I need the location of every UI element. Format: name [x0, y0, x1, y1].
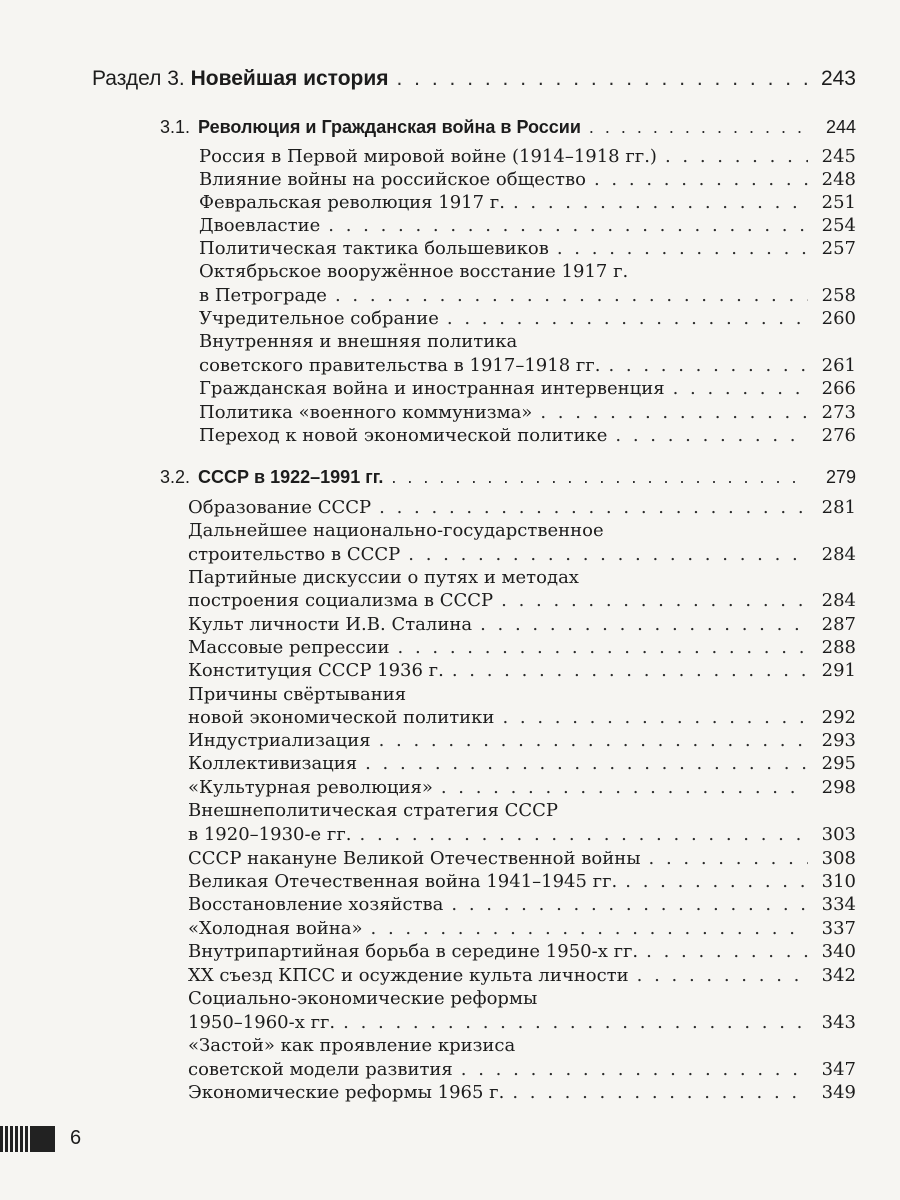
toc-entry — [199, 402, 856, 424]
entry-title: Политика «военного коммунизма» — [199, 402, 533, 423]
leader-dots — [398, 637, 809, 659]
leader-dots — [328, 215, 808, 237]
entry-page: 281 — [821, 497, 856, 518]
entry-title: Экономические реформы 1965 г. — [188, 1082, 505, 1103]
toc-entry — [188, 965, 856, 987]
leader-dots — [513, 192, 808, 214]
entry-title-line: Причины свёртывания — [188, 684, 407, 705]
leader-dots — [360, 824, 808, 846]
toc-entry — [188, 497, 856, 519]
entry-title-line: Дальнейшее национально-государственное — [188, 520, 604, 541]
entry-title: Учредительное собрание — [199, 308, 439, 329]
toc-entry — [199, 378, 856, 400]
entry-page: 349 — [821, 1082, 856, 1103]
entry-title-line: «Застой» как проявление кризиса — [188, 1035, 516, 1056]
leader-dots — [447, 308, 808, 330]
leader-dots — [557, 238, 808, 260]
entry-page: 284 — [821, 590, 856, 611]
toc-entry — [199, 192, 856, 214]
leader-dots — [637, 965, 808, 987]
entry-page: 343 — [821, 1012, 856, 1033]
leader-dots — [408, 544, 808, 566]
leader-dots — [452, 660, 808, 682]
entry-page: 303 — [821, 824, 856, 845]
toc-entry — [188, 824, 856, 846]
toc-entry — [188, 777, 856, 799]
section-title: Новейшая история — [190, 67, 389, 90]
entry-page: 284 — [821, 544, 856, 565]
leader-dots — [391, 466, 808, 488]
entry-title: Коллективизация — [188, 753, 358, 774]
toc-entry — [188, 1012, 856, 1034]
entry-page: 342 — [821, 965, 856, 986]
toc-entry — [188, 753, 856, 775]
entry-page: 291 — [821, 660, 856, 681]
leader-dots — [441, 777, 808, 799]
chapter-title: Революция и Гражданская война в России — [198, 117, 581, 137]
toc-entry — [199, 146, 856, 168]
chapter-number: 3.2. — [160, 467, 191, 487]
leader-dots — [673, 378, 808, 400]
entry-title: Массовые репрессии — [188, 637, 390, 658]
toc-entry — [199, 308, 856, 330]
section-page: 243 — [820, 67, 856, 90]
chapter-title: СССР в 1922–1991 гг. — [198, 467, 384, 487]
toc-entry — [199, 169, 856, 191]
entry-title: XX съезд КПСС и осуждение культа личности — [188, 965, 629, 986]
entry-title-line: Партийные дискуссии о путях и методах — [188, 567, 579, 588]
entry-page: 273 — [821, 402, 856, 423]
entry-page: 298 — [821, 777, 856, 798]
chapter-heading — [160, 116, 856, 138]
toc-entry — [188, 871, 856, 893]
entry-title: Политическая тактика большевиков — [199, 238, 549, 259]
leader-dots — [335, 285, 808, 307]
entry-page: 266 — [821, 378, 856, 399]
entry-page: 276 — [821, 425, 856, 446]
entry-page: 251 — [821, 192, 856, 213]
entry-title: «Культурная революция» — [188, 777, 433, 798]
leader-dots — [594, 169, 808, 191]
entry-page: 260 — [821, 308, 856, 329]
entry-title: «Холодная война» — [188, 918, 363, 939]
entry-title: советского правительства в 1917–1918 гг. — [199, 355, 601, 376]
toc-entry — [199, 238, 856, 260]
entry-title: построения социализма в СССР — [188, 590, 494, 611]
toc-entry — [199, 215, 856, 237]
toc-entry — [188, 707, 856, 729]
toc-entry — [188, 614, 856, 636]
footer-stripe-decoration — [0, 1126, 55, 1152]
leader-dots — [379, 730, 808, 752]
entry-page: 310 — [821, 871, 856, 892]
entry-title: Гражданская война и иностранная интервенция — [199, 378, 665, 399]
entry-title-line: Внутренняя и внешняя политика — [199, 331, 518, 352]
entry-page: 347 — [821, 1059, 856, 1080]
entry-title-line: Внешнеполитическая стратегия СССР — [188, 800, 559, 821]
leader-dots — [512, 1082, 808, 1104]
leader-dots — [589, 116, 808, 138]
entry-title: Конституция СССР 1936 г. — [188, 660, 444, 681]
leader-dots — [397, 68, 808, 90]
entry-title: Влияние войны на российское общество — [199, 169, 586, 190]
entry-title: в Петрограде — [199, 285, 327, 306]
entry-title: Внутрипартийная борьба в середине 1950-х гг. — [188, 941, 639, 962]
leader-dots — [343, 1012, 808, 1034]
entry-page: 293 — [821, 730, 856, 751]
entry-title: Великая Отечественная война 1941–1945 гг. — [188, 871, 618, 892]
entry-page: 245 — [821, 146, 856, 167]
leader-dots — [371, 918, 808, 940]
entry-page: 295 — [821, 753, 856, 774]
entry-page: 337 — [821, 918, 856, 939]
entry-page: 261 — [821, 355, 856, 376]
entry-page: 287 — [821, 614, 856, 635]
entry-page: 254 — [821, 215, 856, 236]
entry-title: СССР накануне Великой Отечественной войны — [188, 848, 641, 869]
toc-entry — [199, 285, 856, 307]
chapter-number: 3.1. — [160, 117, 191, 137]
entry-title: Февральская революция 1917 г. — [199, 192, 505, 213]
entry-title: Культ личности И.В. Сталина — [188, 614, 473, 635]
entry-title: Двоевластие — [199, 215, 321, 236]
leader-dots — [365, 753, 808, 775]
toc-entry — [188, 544, 856, 566]
leader-dots — [625, 871, 808, 893]
leader-dots — [649, 848, 808, 870]
chapter-page: 279 — [825, 467, 856, 487]
toc-entry — [199, 425, 856, 447]
leader-dots — [540, 402, 808, 424]
entry-title: строительство в СССР — [188, 544, 401, 565]
entry-title: советской модели развития — [188, 1059, 453, 1080]
entry-title: Россия в Первой мировой войне (1914–1918 гг.) — [199, 146, 657, 167]
toc-entry — [188, 590, 856, 612]
entry-title: 1950–1960-х гг. — [188, 1012, 336, 1033]
entry-title-line: Октябрьское вооружённое восстание 1917 г. — [199, 261, 629, 282]
leader-dots — [501, 590, 808, 612]
entry-title: Индустриализация — [188, 730, 371, 751]
leader-dots — [502, 707, 808, 729]
leader-dots — [461, 1059, 808, 1081]
entry-page: 308 — [821, 848, 856, 869]
entry-title: Образование СССР — [188, 497, 372, 518]
entry-page: 258 — [821, 285, 856, 306]
entry-page: 257 — [821, 238, 856, 259]
section-heading — [92, 68, 856, 90]
entry-page: 288 — [821, 637, 856, 658]
toc-entry — [188, 941, 856, 963]
leader-dots — [665, 146, 808, 168]
toc-entry — [199, 355, 856, 377]
toc-entry — [188, 637, 856, 659]
toc-entry — [188, 918, 856, 940]
entry-page: 334 — [821, 894, 856, 915]
leader-dots — [480, 614, 808, 636]
chapter-page: 244 — [825, 117, 856, 137]
entry-page: 340 — [821, 941, 856, 962]
chapter-heading — [160, 466, 856, 488]
leader-dots — [646, 941, 808, 963]
entry-title: в 1920–1930-е гг. — [188, 824, 352, 845]
toc-entry — [188, 1059, 856, 1081]
toc-entry — [188, 848, 856, 870]
leader-dots — [451, 894, 808, 916]
entry-page: 292 — [821, 707, 856, 728]
leader-dots — [379, 497, 808, 519]
toc-entry — [188, 1082, 856, 1104]
toc-entry — [188, 660, 856, 682]
entry-title: Восстановление хозяйства — [188, 894, 444, 915]
leader-dots — [615, 425, 808, 447]
entry-title: новой экономической политики — [188, 707, 495, 728]
page-number: 6 — [70, 1127, 82, 1149]
toc-entry — [188, 894, 856, 916]
entry-title: Переход к новой экономической политике — [199, 425, 608, 446]
toc-entry — [188, 730, 856, 752]
section-label: Раздел 3. — [92, 67, 185, 90]
entry-title-line: Социально-экономические реформы — [188, 988, 538, 1009]
leader-dots — [608, 355, 808, 377]
entry-page: 248 — [821, 169, 856, 190]
